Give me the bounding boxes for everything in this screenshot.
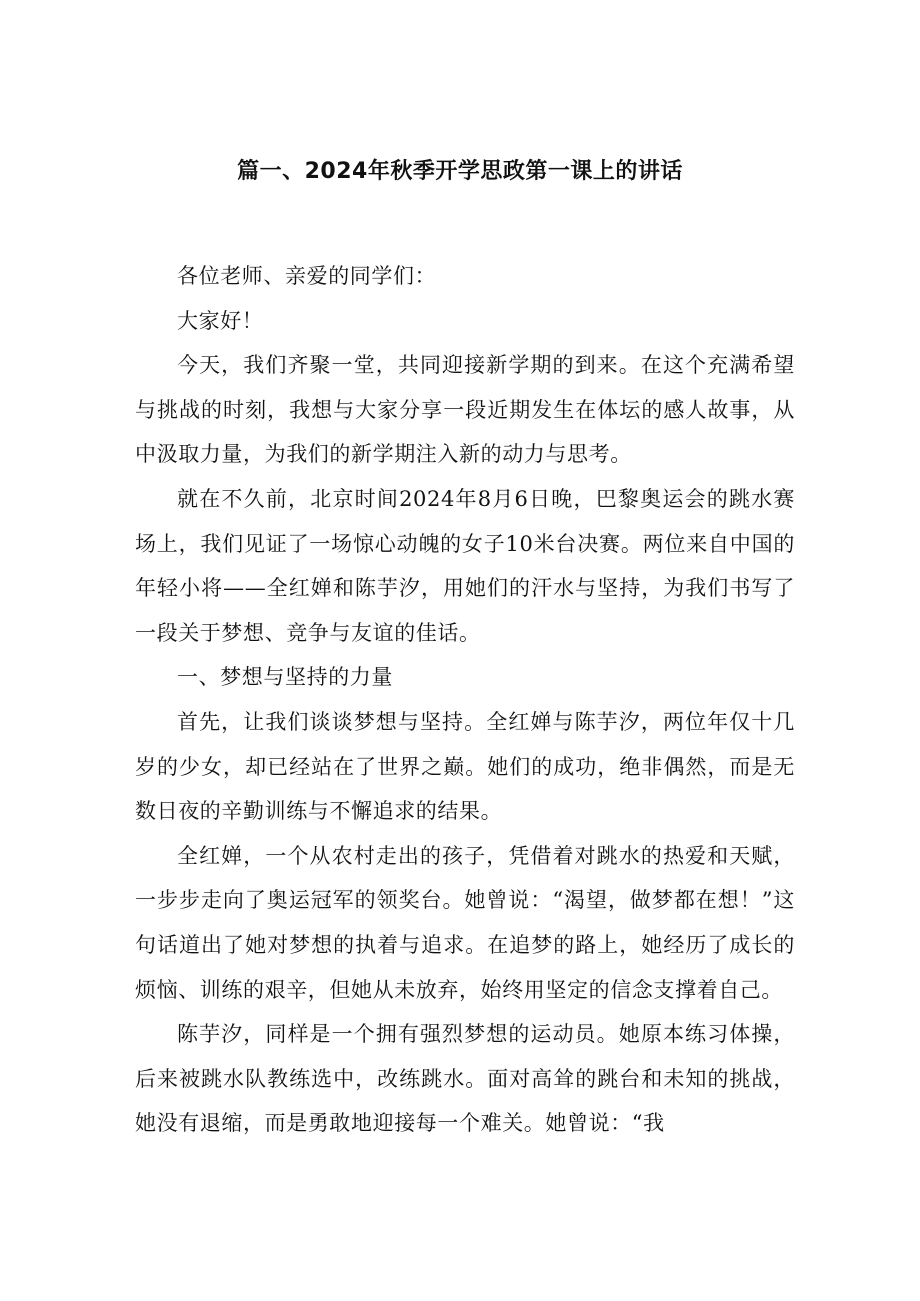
salutation: 各位老师、亲爱的同学们： [177, 264, 437, 288]
section-heading: 一、梦想与坚持的力量 [177, 665, 393, 690]
paragraph: 首先，让我们谈谈梦想与坚持。全红婵与陈芋汐，两位年仅十几岁的少女，却已经站在了世界之巅。她们的成功，绝非偶然，而是无数日夜的辛勤训练与不懈追求的结果。 [135, 709, 795, 824]
page-title: 篇一、2024年秋季开学思政第一课上的讲话 [237, 159, 683, 184]
paragraph: 全红婵，一个从农村走出的孩子，凭借着对跳水的热爱和天赋，一步步走向了奥运冠军的领奖台。她曾说：“渴望，做梦都在想！”这句话道出了她对梦想的执着与追求。在追梦的路上，她经历了成长的烦恼、训练的艰辛，但她从未放弃，始终用坚定的信念支撑着自己。 [135, 843, 795, 1002]
paragraph: 就在不久前，北京时间2024年8月6日晚，巴黎奥运会的跳水赛场上，我们见证了一场惊心动魄的女子10米台决赛。两位来自中国的年轻小将——全红婵和陈芋汐，用她们的汗水与坚持，为我们书写了一段关于梦想、竞争与友谊的佳话。 [135, 486, 795, 645]
document-body [135, 254, 795, 1146]
paragraph: 今天，我们齐聚一堂，共同迎接新学期的到来。在这个充满希望与挑战的时刻，我想与大家分享一段近期发生在体坛的感人故事，从中汲取力量，为我们的新学期注入新的动力与思考。 [135, 353, 795, 467]
paragraph: 陈芋汐，同样是一个拥有强烈梦想的运动员。她原本练习体操，后来被跳水队教练选中，改练跳水。面对高耸的跳台和未知的挑战，她没有退缩，而是勇敢地迎接每一个难关。她曾说：“我 [135, 1022, 795, 1136]
greeting: 大家好！ [177, 308, 264, 333]
